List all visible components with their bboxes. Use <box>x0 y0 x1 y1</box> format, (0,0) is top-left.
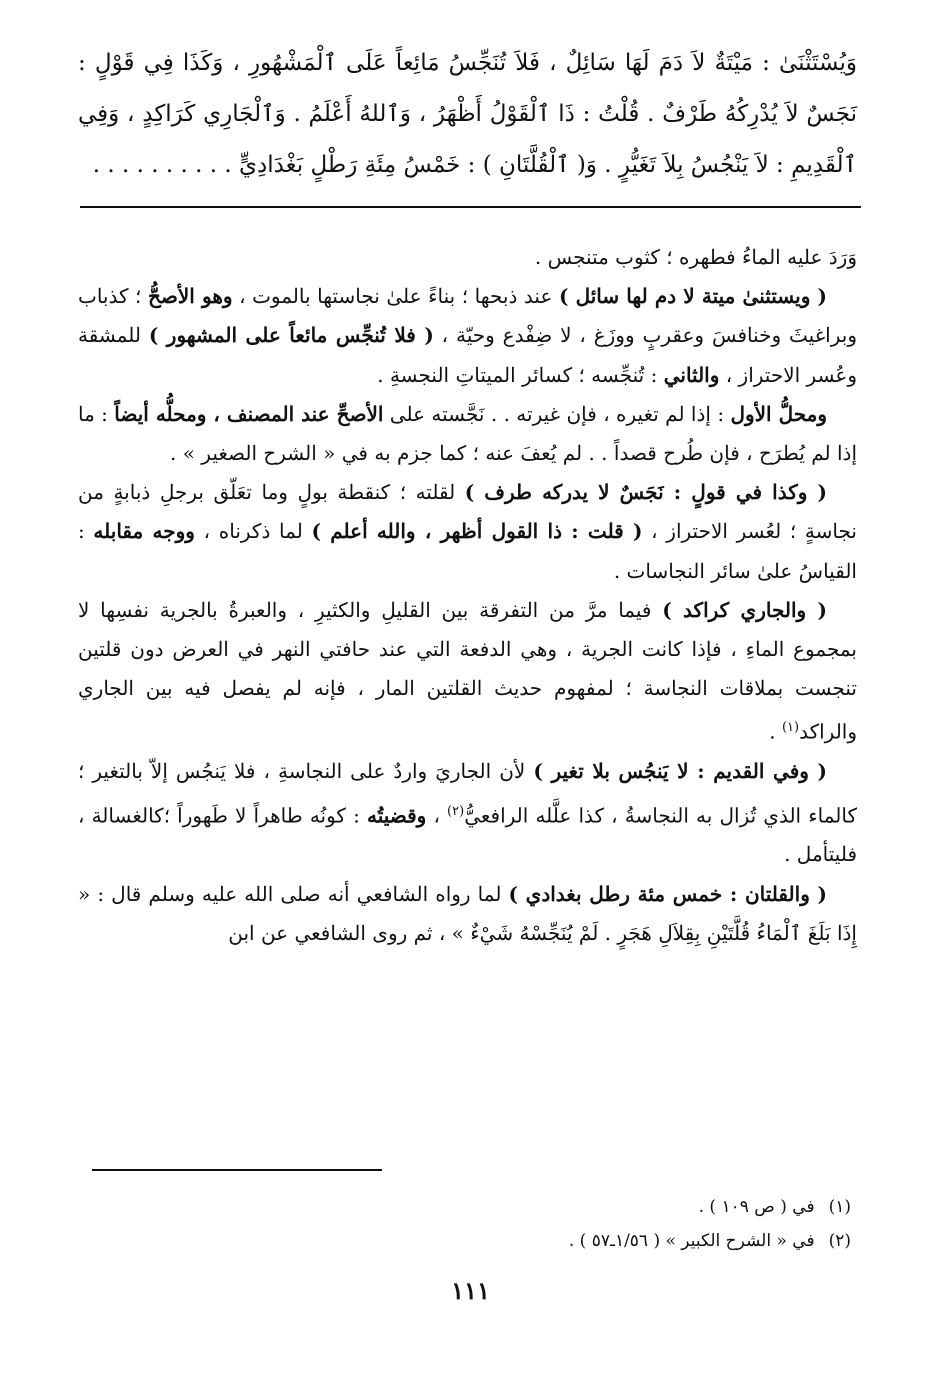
footnote-item <box>100 1190 851 1224</box>
commentary-text: لأن الجاريَ واردٌ على النجاسةِ ، فلا يَنجُس إلاّ بالتغير ؛ كالماء الذي تُزال به النجاسةُ ، كذا علَّله الرافعيُّ <box>78 759 858 828</box>
commentary-paragraph-4 <box>78 473 857 591</box>
footnotes <box>100 1190 851 1258</box>
commentary-paragraph-5 <box>78 591 857 752</box>
bold-term: والثاني <box>663 362 720 387</box>
page-number: ١١١ <box>451 1276 490 1305</box>
commentary-paragraph-7 <box>78 875 857 953</box>
commentary <box>78 238 857 953</box>
footnote-item <box>100 1224 851 1258</box>
commentary-text: للمشقة وعُسر الاحتراز ، <box>78 323 857 387</box>
main-text-line-1: وَيُسْتَثْنَىٰ : مَيْتَةٌ لاَ دَمَ لَهَا سَائِلٌ ، فَلاَ تُنَجِّسُ مَائِعاً عَلَى ٱلْمَشْهُورِ ، وَكَذَا فِي قَوْلٍ : <box>78 50 857 76</box>
footnote-text: في « الشرح الكبير » ( ١/٥٦ـ٥٧ ) . <box>568 1231 815 1251</box>
footnote-number: (٢) <box>828 1231 851 1251</box>
footnote-separator-rule <box>92 1169 382 1171</box>
commentary-text: فيما مرَّ من التفرقة بين القليلِ والكثيرِ ، والعبرةُ بالجرية نفسِها لا بمجموع الماءِ ، فإذا كانت الجرية ، وهي الدفعة التي عند حافتي النهر في العرض دون قلتين تنجست بملاقات النجاسة ؛ لمفهوم حديث القلتين المار ، فإنه لم يفصل فيه بين الجاري والراكد <box>78 597 857 745</box>
commentary-text: وَرَدَ عليه الماءُ فطهره ؛ كثوب متنجس . <box>534 245 857 269</box>
main-text <box>78 38 857 191</box>
commentary-paragraph-3 <box>78 395 857 473</box>
footnote-text: في ( ص ١٠٩ ) . <box>698 1197 815 1217</box>
commentary-text: لما رواه الشافعي أنه صلى الله عليه وسلم قال : « إِذَا بَلَغَ ٱلْمَاءُ قُلَّتَيْنِ بِقِلاَلِ هَجَرٍ . لَمْ يُنَجِّسْهُ شَيْءٌ » ، ثم روى الشافعي عن ابن <box>78 881 857 945</box>
quoted-text: ( قلت : ذا القول أظهر ، والله أعلم ) <box>311 519 643 544</box>
main-text-line-2: نَجَسٌ لاَ يُدْرِكُهُ طَرْفٌ . قُلْتُ : ذَا ٱلْقَوْلُ أَظْهَرُ ، وَٱللهُ أَعْلَمُ . وَٱلْجَارِي كَرَاكِدٍ ، وَفِي <box>78 101 857 127</box>
footnote-ref-2: (٢) <box>447 803 465 819</box>
bold-term: وقضيتُه <box>366 803 427 828</box>
bold-term: ووجه مقابله <box>93 519 195 544</box>
footnote-ref-1: (١) <box>781 720 800 736</box>
footnote-number: (١) <box>828 1197 851 1217</box>
quoted-text: ( والجاري كراكد ) <box>662 597 827 622</box>
quoted-text: ( ويستثنىٰ ميتة لا دم لها سائل ) <box>558 284 827 309</box>
commentary-text: ؛ كذباب وبراغيثَ وخنافسَ وعقربٍ ووزَغ ، لا ضِفْدع وحيّة ، <box>78 284 857 348</box>
commentary-text: لما ذكرناه ، <box>194 519 312 544</box>
bold-term: ومحلُّ الأول <box>730 401 827 426</box>
commentary-text: : كونُه طاهراً لا طَهوراً ؛كالغسالة ، فليتأمل . <box>78 803 857 867</box>
commentary-text: ، <box>426 803 448 828</box>
quoted-text: ( وفي القديم : لا يَنجُس بلا تغير ) <box>533 759 828 784</box>
text-separator-rule <box>80 206 861 208</box>
commentary-text: لقلته ؛ كنقطة بولٍ وما تعَلّق برجلِ ذبابةٍ من نجاسةٍ ؛ لعُسر الاحتراز ، <box>78 480 857 544</box>
bold-term: الأصحِّ عند المصنف ، ومحلُّه أيضاً <box>114 401 384 426</box>
commentary-text: عند ذبحها ؛ بناءً علىٰ نجاستها بالموت ، <box>232 284 559 309</box>
commentary-text: : إذا لم تغيره ، فإن غيرته . . نَجَّسته على <box>383 401 731 426</box>
commentary-paragraph-6 <box>78 752 857 874</box>
bold-term: وهو الأصحُّ <box>147 284 233 309</box>
quoted-text: ( فلا تُنجِّس مائعاً على المشهور ) <box>148 323 434 348</box>
commentary-text: . <box>769 720 782 745</box>
commentary-text: : ما إذا لم يُطرَح ، فإن طُرح قصداً . . لم يُعفَ عنه ؛ كما جزم به في « الشرح الصغير » . <box>78 401 857 466</box>
commentary-paragraph-1 <box>78 238 857 277</box>
main-text-line-3: ٱلْقَدِيمِ : لاَ يَنْجُسُ بِلاَ تَغَيُّرٍ . وَ( ٱلْقُلَّتَانِ ) : خَمْسُ مِئَةِ رَطْلٍ بَغْدَادِيٍّ . . . . . . . . . . <box>92 152 857 178</box>
commentary-text: : تُنجِّسه ؛ كسائر الميتاتِ النجسةِ . <box>377 362 664 387</box>
quoted-text: ( وكذا في قولٍ : نَجَسٌ لا يدركه طرف ) <box>464 480 827 505</box>
commentary-paragraph-2 <box>78 277 857 395</box>
quoted-text: ( والقلتان : خمس مئة رطل بغدادي ) <box>508 881 828 906</box>
commentary-text: : القياسُ علىٰ سائر النجاسات . <box>78 519 857 583</box>
